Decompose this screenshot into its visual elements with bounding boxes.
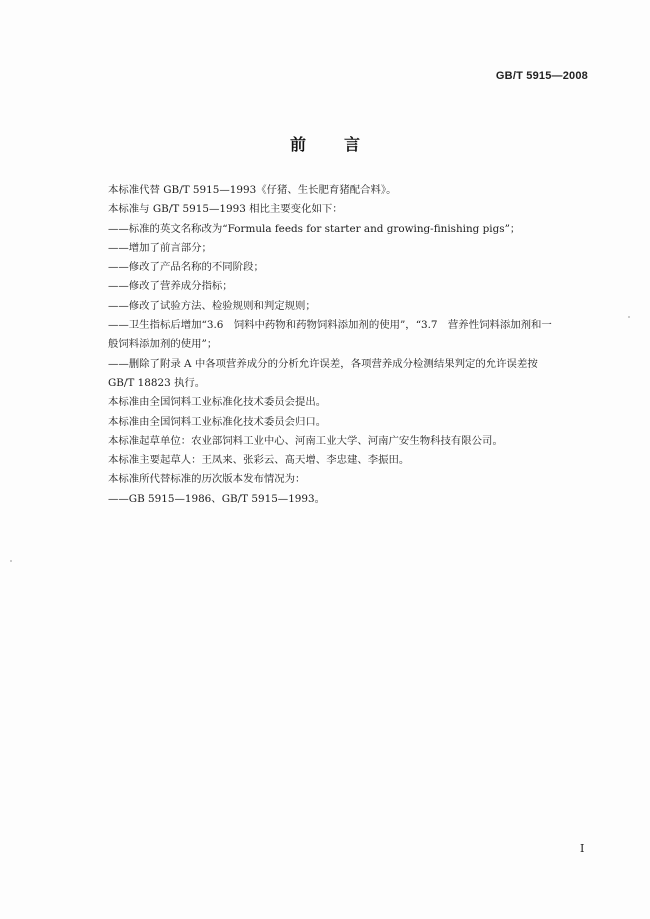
paragraph-line: 本标准由全国饲料工业标准化技术委员会归口。 <box>108 415 327 428</box>
paragraph-line: 本标准由全国饲料工业标准化技术委员会提出。 <box>108 396 327 409</box>
list-item-continuation: 般饲料添加剂的使用”； <box>108 338 218 351</box>
list-item: ——修改了产品名称的不同阶段； <box>108 261 264 274</box>
paragraph-line: 本标准代替 GB/T 5915—1993《仔猪、生长肥育猪配合料》。 <box>108 184 397 196</box>
title-char-1: 前 <box>289 135 306 154</box>
scan-speck <box>628 316 630 318</box>
list-item: ——修改了营养成分指标； <box>108 280 233 293</box>
list-item: ——修改了试验方法、检验规则和判定规则； <box>108 299 316 312</box>
list-item: ——卫生指标后增加“3.6 饲料中药物和药物饲料添加剂的使用”，“3.7 营养性饲料添加剂和一 <box>108 319 552 332</box>
list-item-continuation: GB/T 18823 执行。 <box>108 376 206 389</box>
paragraph-line: 本标准起草单位：农业部饲料工业中心、河南工业大学、河南广安生物科技有限公司。 <box>108 434 503 447</box>
paragraph-line: 本标准所代替标准的历次版本发布情况为： <box>108 473 306 486</box>
list-item: ——GB 5915—1986、GB/T 5915—1993。 <box>108 492 326 505</box>
list-item: ——删除了附录 A 中各项营养成分的分析允许误差，各项营养成分检测结果判定的允许误差按 <box>108 357 538 370</box>
list-item: ——标准的英文名称改为“Formula feeds for starter and growing-finishing pigs”； <box>108 222 521 235</box>
list-item: ——增加了前言部分； <box>108 241 212 254</box>
foreword-body <box>108 181 596 509</box>
paragraph-line: 本标准主要起草人：王凤来、张彩云、髙天增、李忠建、李振田。 <box>108 454 410 467</box>
title-char-2: 言 <box>344 135 361 154</box>
paragraph-line: 本标准与 GB/T 5915—1993 相比主要变化如下： <box>108 203 343 216</box>
standard-number: GB/T 5915—2008 <box>495 70 588 82</box>
page-title <box>0 132 650 155</box>
scan-speck <box>10 560 12 562</box>
page-number: I <box>580 842 585 855</box>
